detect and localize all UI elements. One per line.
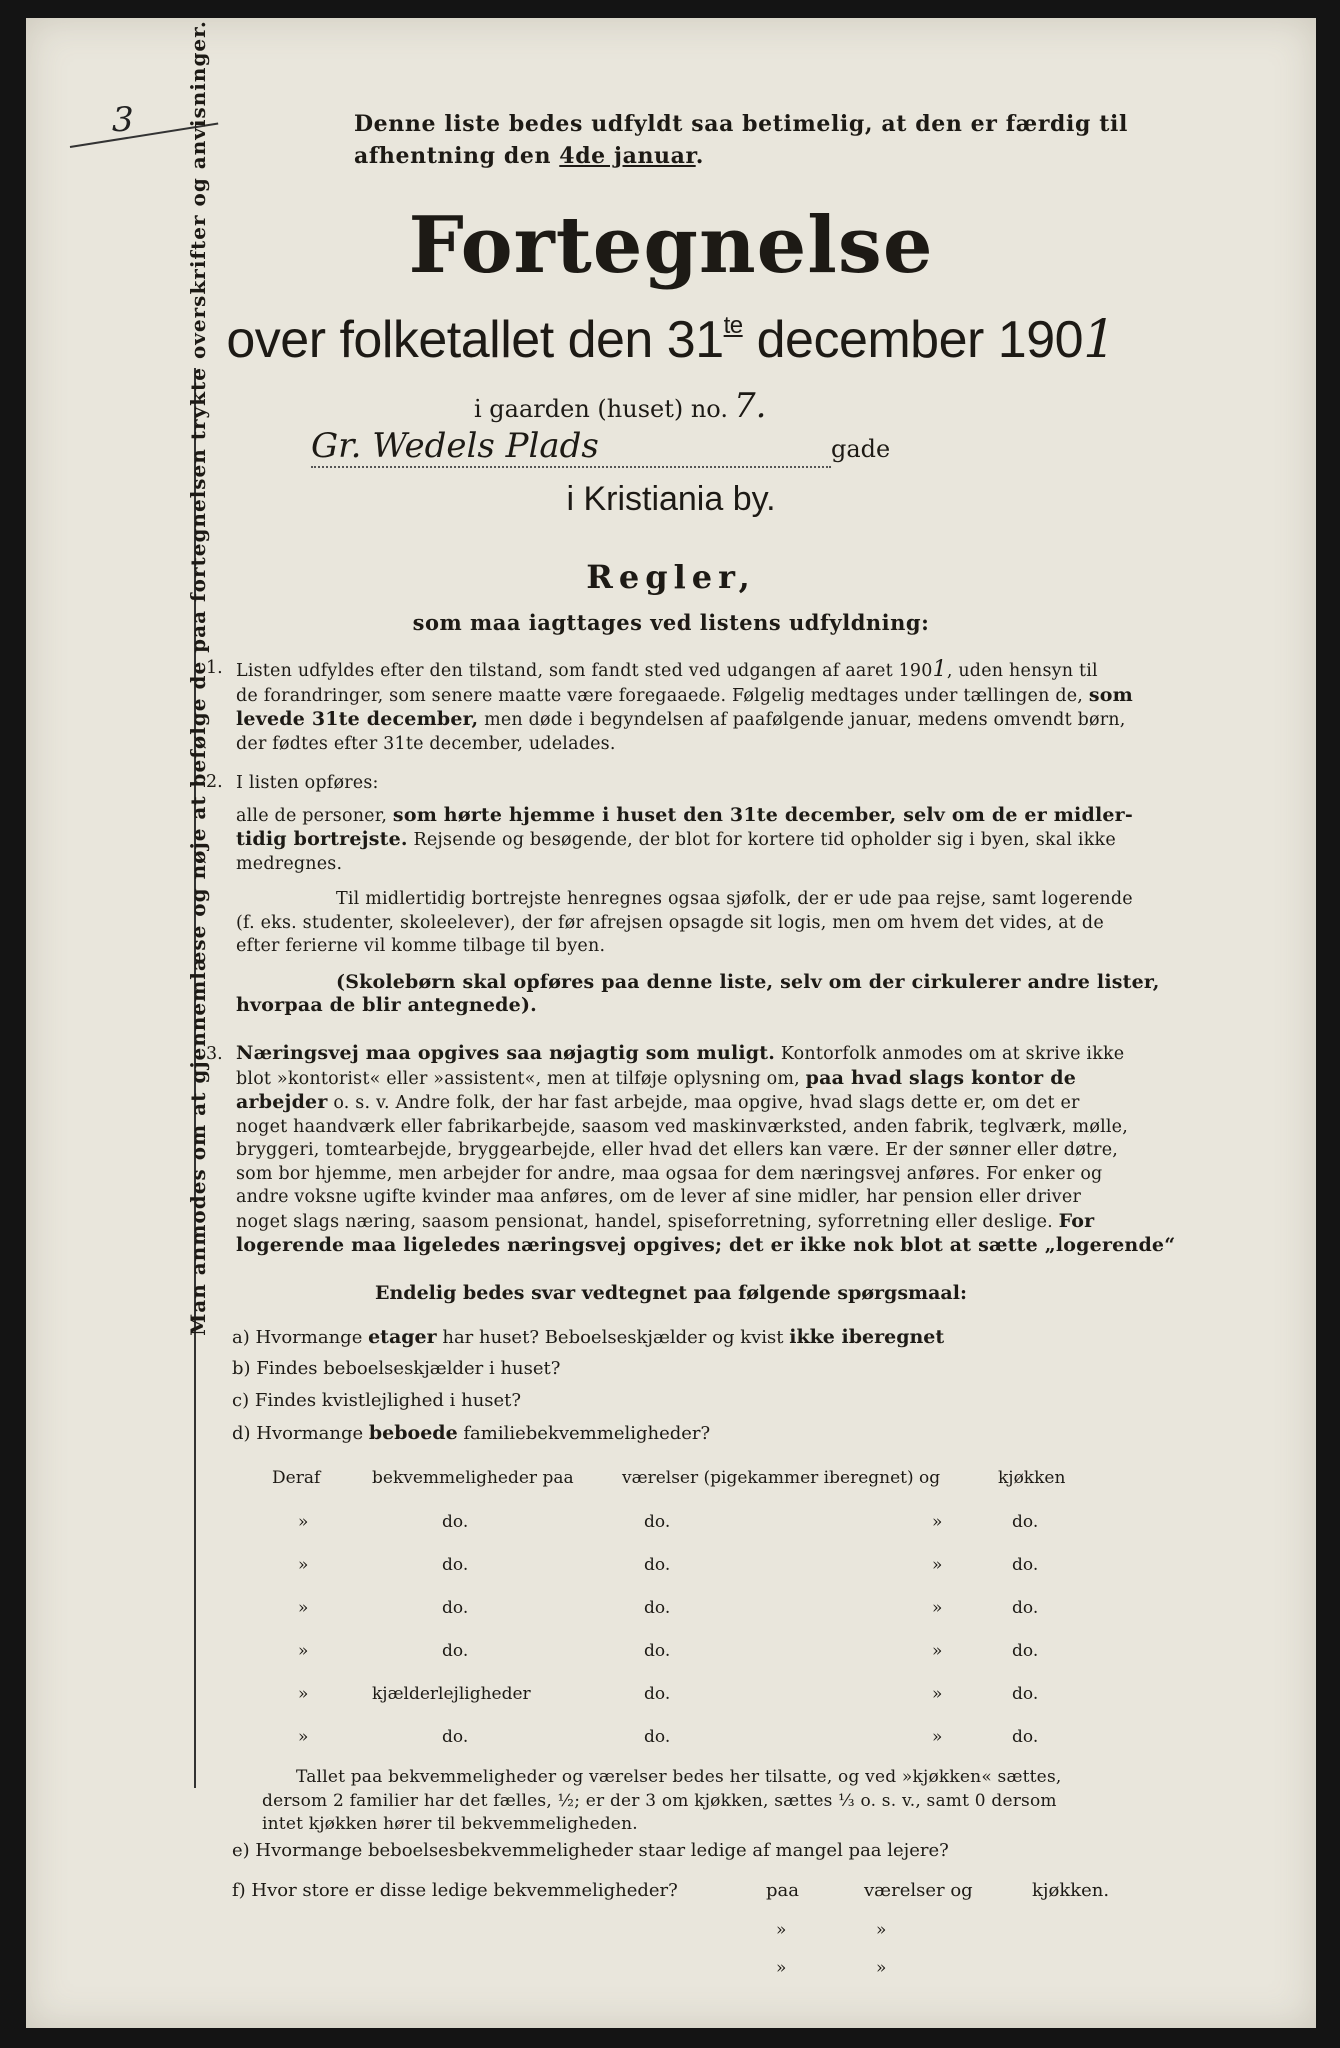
rule-2-p1-line-2	[236, 828, 1176, 853]
question-b: b) Findes beboelseskjælder i huset?	[232, 1358, 561, 1379]
rule-3-line-5: bryggeri, tomtearbejde, bryggearbejde, eller hvad det ellers kan være. Er der sønner eller døtre,	[236, 1140, 1119, 1160]
rule-3-l2-bold: paa hvad slags kontor de	[805, 1066, 1076, 1089]
table-row-rooms: do.	[644, 1598, 671, 1618]
rule-3-line-4: noget haandværk eller fabrikarbejde, saasom ved maskinværksted, anden fabrik, teglværk, mølle,	[236, 1116, 1128, 1137]
rule-2-p2-line-1: Til midlertidig bortrejste henregnes ogsaa sjøfolk, der er ude paa rejse, samt logerende	[336, 889, 1133, 909]
rule-2-p3-line-1: (Skolebørn skal opføres paa denne liste, selv om der cirkulerer andre lister,	[336, 970, 1160, 993]
question-e: e) Hvormange beboelsesbekvemmeligheder staar ledige af mangel paa lejere?	[232, 1840, 949, 1861]
question-f-kjokken: kjøkken.	[1032, 1880, 1110, 1901]
table-ditto-mark: »	[876, 1920, 887, 1940]
subtitle-sup: te	[723, 312, 743, 339]
table-row-rooms: do.	[644, 1512, 671, 1532]
street-line	[311, 426, 931, 468]
rule-3-line-8	[236, 1210, 1176, 1235]
table-ditto-mark: »	[932, 1512, 943, 1532]
house-number-line	[474, 386, 766, 426]
table-row-kitchen: do.	[1012, 1512, 1039, 1532]
rule-3-l2-a: blot »kontorist« eller »assistent«, men at tilføje oplysning om,	[236, 1068, 800, 1089]
rule-2-p1-c: tidig bortrejste.	[236, 828, 408, 850]
table-row-rooms: do.	[644, 1555, 671, 1575]
notice-date: 4de januar	[559, 143, 696, 169]
rule-3-text	[236, 1042, 1176, 1258]
notice-text	[354, 108, 1184, 172]
table-row-rooms: do.	[644, 1684, 671, 1704]
rule-2-p3-line-2: hvorpaa de blir antegnede).	[236, 994, 537, 1016]
question-d-post: familiebekvemmeligheder?	[457, 1423, 711, 1444]
table-header-deraf: Deraf	[272, 1468, 321, 1488]
table-row-kind: do.	[442, 1555, 469, 1575]
question-a-pre: a) Hvormange	[232, 1327, 369, 1348]
rule-3-l8-bold: For	[1058, 1209, 1095, 1232]
table-row-kitchen: do.	[1012, 1598, 1039, 1618]
city-line: i Kristiania by.	[566, 480, 776, 518]
rule-1-text	[236, 658, 1176, 756]
notice-line-1: Denne liste bedes udfyldt saa betimelig, at den er færdig til	[354, 111, 1128, 137]
questions-heading: Endelig bedes svar vedtegnet paa følgende spørgsmaal:	[375, 1282, 967, 1304]
table-row-rooms: do.	[644, 1727, 671, 1747]
rule-3-line-9: logerende maa ligeledes næringsvej opgives; det er ikke nok blot at sætte „logerende“	[236, 1234, 1176, 1256]
rule-2-text	[236, 772, 1176, 1018]
street-value: Gr. Wedels Plads	[311, 426, 831, 468]
table-note-line-3: intet kjøkken hører til bekvemmeligheden.	[262, 1814, 638, 1834]
rule-3-line-7: andre voksne ugifte kvinder maa anføres, om de lever af sine midler, har pension eller driver	[236, 1187, 1082, 1207]
question-f-paa: paa	[766, 1880, 799, 1901]
census-form-page	[26, 18, 1316, 2028]
rule-3-line-1	[236, 1042, 1176, 1067]
table-row-kind: kjælderlejligheder	[372, 1684, 531, 1704]
question-d-bold: beboede	[368, 1422, 458, 1444]
table-header-bekvem: bekvemmeligheder paa	[372, 1468, 574, 1488]
table-note-line-1: Tallet paa bekvemmeligheder og værelser bedes her tilsatte, og ved »kjøkken« sættes,	[296, 1767, 1062, 1787]
rule-1-line-3	[236, 708, 1176, 733]
notice-line-2	[354, 140, 1184, 172]
table-note	[262, 1766, 1172, 1837]
rule-1-line-4: der fødtes efter 31te december, udelades.	[236, 733, 616, 754]
rule-3-l3-bold: arbejder	[236, 1091, 328, 1113]
table-ditto-mark: »	[932, 1727, 943, 1747]
rule-2-p1-d: Rejsende og besøgende, der blot for kortere tid opholder sig i byen, skal ikke	[413, 830, 1116, 850]
rule-3-l1-bold: Næringsvej maa opgives saa nøjagtig som muligt.	[236, 1042, 776, 1064]
table-row-kitchen: do.	[1012, 1641, 1039, 1661]
subtitle-year: december 190	[742, 311, 1084, 369]
rule-3-line-6: som bor hjemme, men arbejder for andre, maa ogsaa for dem næringsvej anføres. For enker og	[236, 1163, 1103, 1184]
table-ditto-mark: »	[298, 1512, 309, 1532]
table-row-kind: do.	[442, 1598, 469, 1618]
table-ditto-mark: »	[776, 1958, 787, 1978]
rule-2-p2-line-2: (f. eks. studenter, skoleelever), der før afrejsen opsagde sit logis, men om hvem det vides, at de	[236, 912, 1104, 933]
rule-3-l3-rest: o. s. v. Andre folk, der har fast arbejde, maa opgive, hvad slags dette er, om det er	[333, 1093, 1080, 1113]
rule-3-number: 3.	[206, 1044, 223, 1064]
rule-1-line-2	[236, 684, 1176, 709]
question-d-pre: d) Hvormange	[232, 1423, 369, 1444]
table-ditto-mark: »	[298, 1641, 309, 1661]
rule-2-p2-line-3: efter ferierne vil komme tilbage til byen.	[236, 936, 606, 956]
table-row-kind: do.	[442, 1512, 469, 1532]
table-note-line-2: dersom 2 familier har det fælles, ½; er der 3 om kjøkken, sættes ⅓ o. s. v., samt 0 dersom	[262, 1790, 1057, 1811]
notice-prefix: afhentning den	[354, 143, 560, 169]
street-suffix: gade	[831, 435, 891, 463]
question-a-bold-1: etager	[368, 1326, 437, 1348]
table-ditto-mark: »	[298, 1598, 309, 1618]
rule-1-line-1	[236, 658, 1176, 684]
rule-1-bold-date: levede 31te december,	[236, 708, 479, 730]
question-a	[232, 1326, 944, 1348]
rule-1-l2-text: de forandringer, som senere maatte være foregaaede. Følgelig medtages under tællingen de,	[236, 685, 1084, 706]
rules-heading: Regler,	[586, 558, 756, 596]
table-ditto-mark: »	[876, 1958, 887, 1978]
table-ditto-mark: »	[776, 1920, 787, 1940]
corner-handwritten-mark: 3	[112, 100, 134, 140]
rule-3-l1-rest: Kontorfolk anmodes om at skrive ikke	[780, 1044, 1125, 1064]
notice-suffix: .	[695, 143, 704, 169]
table-ditto-mark: »	[932, 1684, 943, 1704]
rule-1-hand-year: 1	[932, 657, 947, 682]
question-f-vaerelser: værelser og	[864, 1880, 973, 1901]
table-row-kitchen: do.	[1012, 1684, 1039, 1704]
rule-2-p1-line-1	[236, 804, 1176, 829]
table-row-kitchen: do.	[1012, 1555, 1039, 1575]
question-d	[232, 1422, 710, 1444]
rules-subheading: som maa iagttages ved listens udfyldning:	[412, 610, 930, 635]
table-ditto-mark: »	[932, 1555, 943, 1575]
table-row-kind: do.	[442, 1641, 469, 1661]
table-ditto-mark: »	[298, 1727, 309, 1747]
rule-1-after-year: , uden hensyn til	[946, 661, 1098, 681]
table-row-rooms: do.	[644, 1641, 671, 1661]
rule-3-l8-a: noget slags næring, saasom pensionat, handel, spiseforretning, syforretning eller deslige.	[236, 1211, 1053, 1232]
question-a-bold-2: ikke iberegnet	[789, 1326, 945, 1348]
house-number-value: 7.	[733, 386, 767, 426]
subtitle-text: over folketallet den 31	[226, 311, 724, 369]
rule-1-l3-text: men døde i begyndelsen af paafølgende januar, medens omvendt børn,	[484, 710, 1126, 730]
table-row-kind: do.	[442, 1727, 469, 1747]
question-a-mid: har huset? Beboelseskjælder og kvist	[436, 1327, 790, 1348]
table-row-kitchen: do.	[1012, 1727, 1039, 1747]
form-title: Fortegnelse	[408, 200, 934, 291]
house-number-label: i gaarden (huset) no.	[474, 395, 728, 423]
table-ditto-mark: »	[298, 1684, 309, 1704]
question-c: c) Findes kvistlejlighed i huset?	[232, 1390, 522, 1411]
rule-1-number: 1.	[206, 658, 223, 678]
handwritten-year: 1	[1083, 310, 1116, 370]
rule-2-intro: I listen opføres:	[236, 773, 379, 793]
rule-2-number: 2.	[206, 772, 223, 792]
rule-3-line-3	[236, 1091, 1176, 1116]
rule-1-bold-som: som	[1088, 683, 1133, 706]
table-header-kjokken: kjøkken	[998, 1468, 1066, 1488]
table-ditto-mark: »	[932, 1641, 943, 1661]
table-ditto-mark: »	[298, 1555, 309, 1575]
question-f-text: f) Hvor store er disse ledige bekvemmeligheder?	[232, 1880, 678, 1901]
form-subtitle	[26, 310, 1316, 370]
rule-1-l1-text: Listen udfyldes efter den tilstand, som fandt sted ved udgangen af aaret 190	[236, 661, 933, 681]
rule-2-p1-b: som hørte hjemme i huset den 31te december, selv om de er midler-	[392, 803, 1133, 826]
rule-2-p1-line-3: medregnes.	[236, 853, 343, 874]
rule-2-p1-a: alle de personer,	[236, 805, 388, 826]
side-instruction: Man anmodes om at gjennemlæse og nøje at befølge de paa fortegnelsen trykte overskrifter og anvisninger.	[186, 20, 210, 1336]
table-ditto-mark: »	[932, 1598, 943, 1618]
table-header-vaerelser: værelser (pigekammer iberegnet) og	[622, 1468, 941, 1488]
rule-3-line-2	[236, 1067, 1176, 1092]
